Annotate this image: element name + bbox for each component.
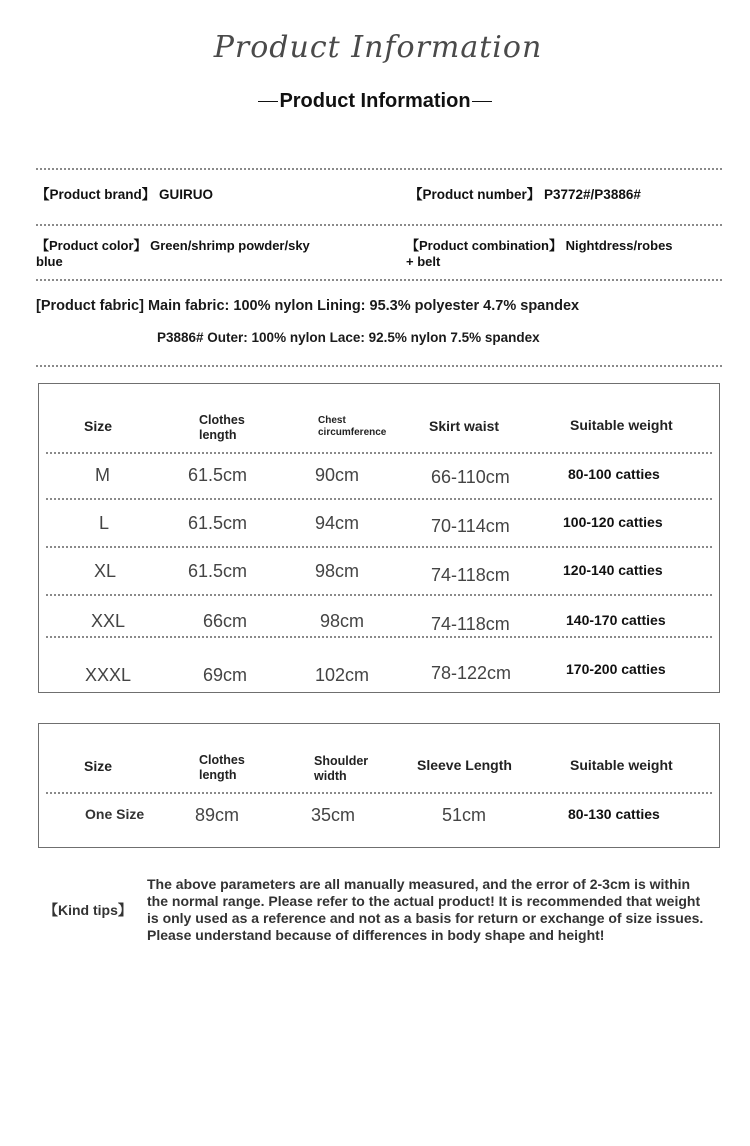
header-skirt-waist: Skirt waist bbox=[429, 418, 500, 434]
tips-line: is only used as a reference and not as a basis for return or exchange of size issues. bbox=[147, 910, 704, 926]
cell-size: XXL bbox=[91, 611, 126, 631]
cell-chest: 94cm bbox=[315, 513, 360, 533]
header-shoulder-line2: width bbox=[314, 769, 347, 783]
header-clothes-length bbox=[199, 413, 245, 443]
cell-sleeve: 51cm bbox=[442, 805, 487, 825]
header-size: Size bbox=[84, 758, 113, 774]
cell-size: L bbox=[99, 513, 110, 533]
robe-size-table bbox=[38, 723, 720, 848]
header-clothes-length-line2: length bbox=[199, 428, 237, 442]
row-divider bbox=[46, 452, 712, 454]
cell-waist: 70-114cm bbox=[431, 516, 510, 536]
divider bbox=[36, 168, 722, 170]
cell-size: XXXL bbox=[85, 665, 132, 685]
cell-length: 61.5cm bbox=[188, 561, 248, 581]
product-color-line2: blue bbox=[36, 254, 63, 269]
cell-chest: 102cm bbox=[315, 665, 370, 685]
cell-chest: 98cm bbox=[315, 561, 360, 581]
product-combination bbox=[406, 238, 673, 270]
page-title-text: Product Information bbox=[279, 90, 471, 112]
cell-chest: 98cm bbox=[320, 611, 365, 631]
cell-weight: 80-100 catties bbox=[568, 466, 660, 482]
product-fabric: [Product fabric] Main fabric: 100% nylon Lining: 95.3% polyester 4.7% spandex bbox=[36, 298, 580, 314]
tips-line: The above parameters are all manually measured, and the error of 2-3cm is within bbox=[147, 876, 691, 892]
header-clothes-length-line2: length bbox=[199, 768, 237, 782]
cell-weight: 140-170 catties bbox=[566, 612, 666, 628]
header-shoulder-line1: Shoulder bbox=[314, 754, 369, 768]
cell-shoulder: 35cm bbox=[311, 805, 356, 825]
row-divider bbox=[46, 636, 712, 638]
cell-length: 89cm bbox=[195, 805, 240, 825]
header-clothes-length-line1: Clothes bbox=[199, 413, 245, 427]
cell-length: 66cm bbox=[203, 611, 248, 631]
cell-size: One Size bbox=[85, 806, 145, 822]
cell-weight: 120-140 catties bbox=[563, 562, 663, 578]
title-dash-right bbox=[472, 101, 492, 102]
divider bbox=[36, 365, 722, 367]
row-divider bbox=[46, 498, 712, 500]
product-combination-line1: 【Product combination】 Nightdress/robes bbox=[406, 238, 673, 253]
header-sleeve-length: Sleeve Length bbox=[417, 757, 512, 773]
header-size: Size bbox=[84, 418, 113, 434]
product-fabric-secondary: P3886# Outer: 100% nylon Lace: 92.5% nylon 7.5% spandex bbox=[157, 330, 540, 345]
cell-length: 61.5cm bbox=[188, 465, 248, 485]
product-number: 【Product number】 P3772#/P3886# bbox=[409, 187, 641, 202]
cell-weight: 170-200 catties bbox=[566, 661, 666, 677]
script-title: Product Information bbox=[213, 30, 543, 65]
cell-weight: 100-120 catties bbox=[563, 514, 663, 530]
row-divider bbox=[46, 594, 712, 596]
page-title bbox=[0, 90, 750, 113]
product-color bbox=[36, 238, 310, 270]
cell-size: XL bbox=[94, 561, 117, 581]
header-clothes-length-line1: Clothes bbox=[199, 753, 245, 767]
cell-waist: 78-122cm bbox=[431, 663, 512, 683]
header-clothes-length bbox=[199, 753, 245, 783]
product-color-line1: 【Product color】 Green/shrimp powder/sky bbox=[36, 238, 310, 253]
cell-waist: 74-118cm bbox=[431, 565, 510, 585]
header-chest-line1: Chest bbox=[318, 415, 346, 426]
header-shoulder-width bbox=[314, 754, 368, 784]
divider bbox=[36, 224, 722, 226]
cell-size: M bbox=[95, 465, 110, 485]
row-divider bbox=[46, 546, 712, 548]
product-brand: 【Product brand】 GUIRUO bbox=[36, 187, 214, 202]
header-suitable-weight: Suitable weight bbox=[570, 417, 673, 433]
cell-chest: 90cm bbox=[315, 465, 360, 485]
cell-length: 69cm bbox=[203, 665, 248, 685]
kind-tips-text bbox=[147, 876, 737, 944]
divider bbox=[36, 279, 722, 281]
cell-waist: 74-118cm bbox=[431, 614, 510, 634]
kind-tips-label: 【Kind tips】 bbox=[44, 902, 132, 918]
header-chest bbox=[318, 415, 386, 439]
row-divider bbox=[46, 792, 712, 794]
product-combination-line2: + belt bbox=[406, 254, 441, 269]
tips-line: Please understand because of differences in body shape and height! bbox=[147, 927, 605, 943]
tips-line: the normal range. Please refer to the actual product! It is recommended that weight bbox=[147, 893, 701, 909]
header-chest-line2: circumference bbox=[318, 427, 387, 438]
cell-length: 61.5cm bbox=[188, 513, 248, 533]
cell-weight: 80-130 catties bbox=[568, 806, 660, 822]
cell-waist: 66-110cm bbox=[431, 467, 510, 487]
title-dash-left bbox=[258, 101, 278, 102]
header-suitable-weight: Suitable weight bbox=[570, 757, 673, 773]
